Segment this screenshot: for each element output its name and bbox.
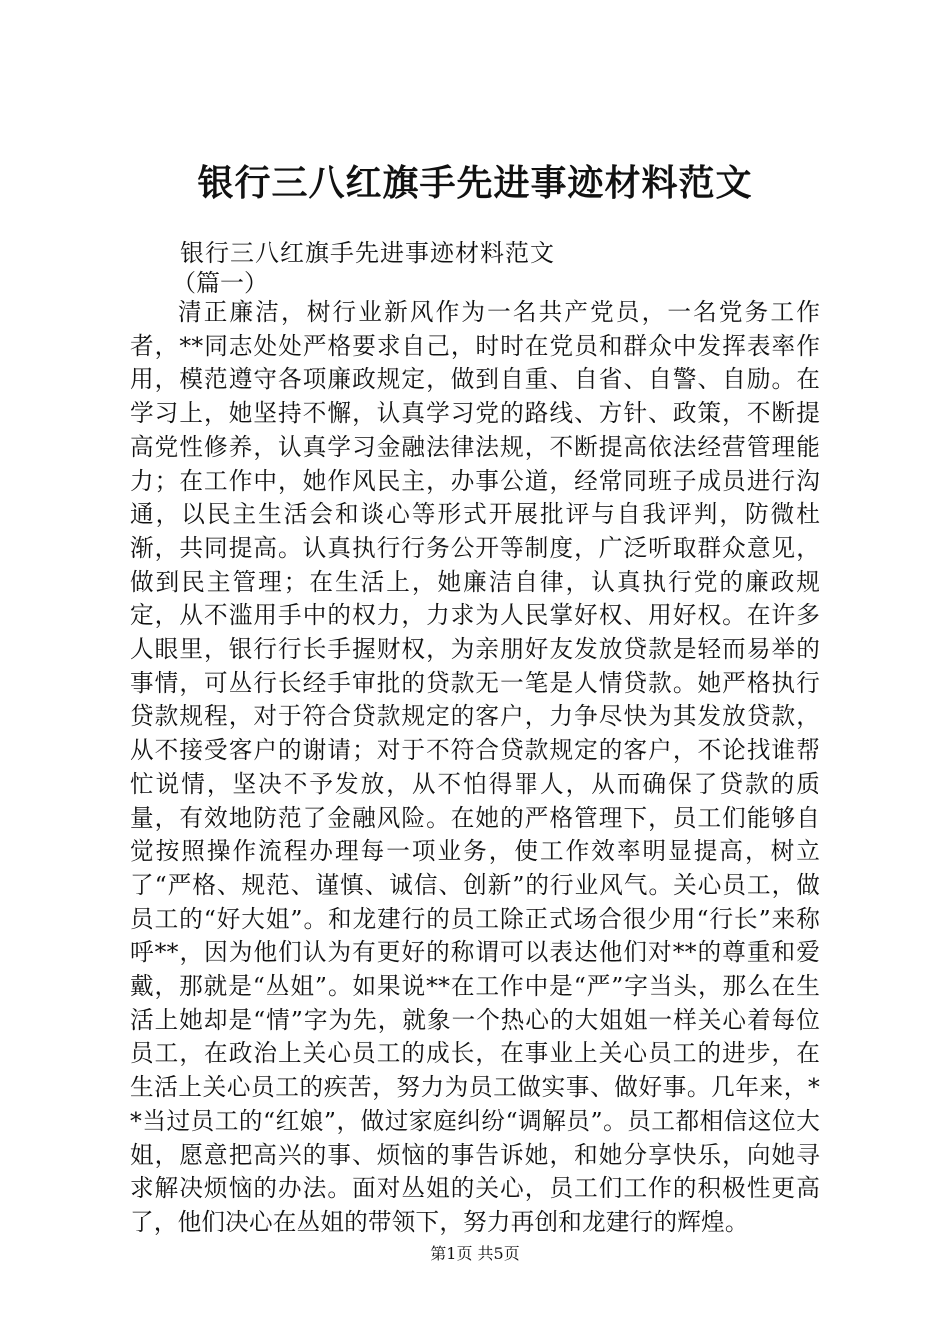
body-paragraph: 清正廉洁，树行业新风作为一名共产党员，一名党务工作者，**同志处处严格要求自己，时时在党员和群众中发挥表率作用，模范遵守各项廉政规定，做到自重、自省、自警、自励。在学习上，她坚持不懈，认真学习党的路线、方针、政策，不断提高党性修养，认真学习金融法律法规，不断提高依法经营管理能力；在工作中，她作风民主，办事公道，经常同班子成员进行沟通，以民主生活会和谈心等形式开展批评与自我评判，防微杜渐，共同提高。认真执行行务公开等制度，广泛听取群众意见，做到民主管理；在生活上，她廉洁自律，认真执行党的廉政规定，从不滥用手中的权力，力求为人民掌好权、用好权。在许多人眼里，银行行长手握财权，为亲朋好友发放贷款是轻而易举的事情，可丛行长经手审批的贷款无一笔是人情贷款。她严格执行贷款规程，对于符合贷款规定的客户，力争尽快为其发放贷款，从不接受客户的谢请；对于不符合贷款规定的客户，不论找谁帮忙说情，坚决不予发放，从不怕得罪人，从而确保了贷款的质量，有效地防范了金融风险。在她的严格管理下，员工们能够自觉按照操作流程办理每一项业务，使工作效率明显提高，树立了“严格、规范、谨慎、诚信、创新”的行业风气。关心员工，做员工的“好大姐”。和龙建行的员工除正式场合很少用“行长”来称呼**，因为他们认为有更好的称谓可以表达他们对**的尊重和爱戴，那就是“丛姐”。如果说**在工作中是“严”字当头，那么在生活上她却是“情”字为先，就象一个热心的大姐姐一样关心着每位员工，在政治上关心员工的成长，在事业上关心员工的进步，在生活上关心员工的疾苦，努力为员工做实事、做好事。几年来，**当过员工的“红娘”，做过家庭纠纷“调解员”。员工都相信这位大姐，愿意把高兴的事、烦恼的事告诉她，和她分享快乐，向她寻求解决烦恼的办法。面对丛姐的关心，员工们工作的积极性更高了，他们决心在丛姐的带领下，努力再创和龙建行的辉煌。 (130, 298, 820, 1236)
document-title: 银行三八红旗手先进事迹材料范文 (197, 162, 753, 204)
document-subtitle: 银行三八红旗手先进事迹材料范文 (180, 239, 555, 267)
section-label: （篇一） (172, 269, 268, 297)
page-footer: 第1页 共5页 (430, 1244, 520, 1263)
